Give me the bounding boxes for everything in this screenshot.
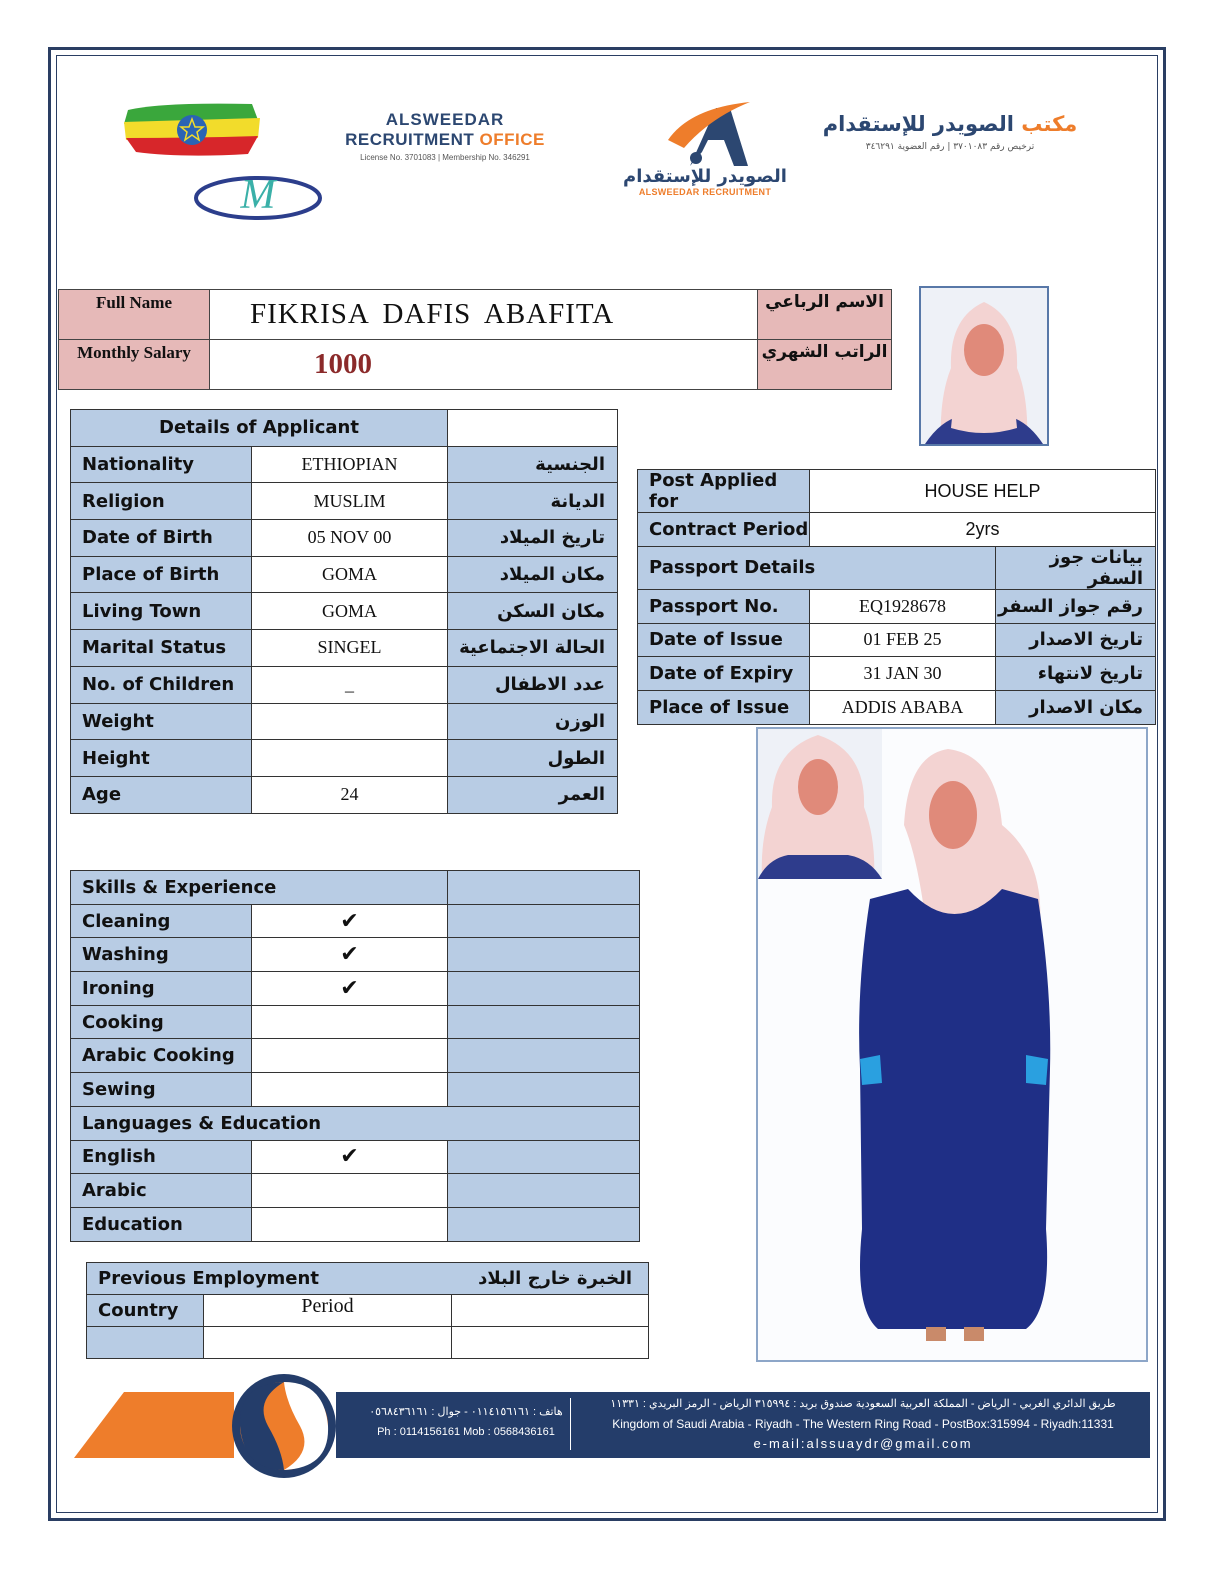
detail-label-ar: مكان الميلاد xyxy=(448,556,618,593)
check-mark: ✔ xyxy=(252,904,448,938)
skill-label: Cleaning xyxy=(71,904,252,938)
detail-label-ar: تاريخ الميلاد xyxy=(448,520,618,557)
check-mark xyxy=(252,1073,448,1107)
skill-row xyxy=(71,1005,640,1039)
country-label: Country xyxy=(87,1295,204,1327)
passport-label-ar: تاريخ لانتهاء xyxy=(996,657,1156,691)
previous-title: Previous Employment الخبرة خارج البلاد xyxy=(87,1263,649,1295)
detail-label-ar: الوزن xyxy=(448,703,618,740)
passport-row xyxy=(638,589,1156,623)
detail-value: SINGEL xyxy=(252,630,448,667)
salary-label: Monthly Salary xyxy=(59,340,210,390)
previous-employment-table xyxy=(86,1262,649,1359)
office-name-line2: RECRUITMENT OFFICE xyxy=(345,130,545,149)
language-row xyxy=(71,1174,640,1208)
details-row xyxy=(71,483,618,520)
skill-label: Arabic Cooking xyxy=(71,1039,252,1073)
footer-address: طريق الدائري الغربي - الرياض - المملكة العربية السعودية صندوق بريد : ٣١٥٩٩٤ الرياض - الرمز البريدي : ١١٣٣١ Kingdom of Saudi Arabia - Riyadh - The Western Ring Road - PostBox:315994 - Riyadh:11331 e-mail:alssuaydr@gmail.com xyxy=(580,1394,1146,1454)
detail-label: Marital Status xyxy=(71,630,252,667)
passport-label: Date of Issue xyxy=(638,623,810,657)
details-row xyxy=(71,776,618,813)
skill-row xyxy=(71,1039,640,1073)
skill-label: Arabic xyxy=(71,1174,252,1208)
detail-value xyxy=(252,740,448,777)
skills-title: Skills & Experience xyxy=(71,871,448,905)
post-label: Post Applied for xyxy=(638,470,810,513)
skills-table xyxy=(70,870,640,1242)
details-row xyxy=(71,630,618,667)
check-mark: ✔ xyxy=(252,938,448,972)
footer-divider xyxy=(570,1398,571,1450)
full-name-label-ar: الاسم الرباعي xyxy=(758,290,892,340)
office-name-block xyxy=(330,110,560,162)
detail-value: GOMA xyxy=(252,556,448,593)
a-logo-arabic: الصويدر للإستقدام xyxy=(623,166,787,187)
detail-label: Nationality xyxy=(71,446,252,483)
skill-label: Cooking xyxy=(71,1005,252,1039)
identity-table xyxy=(58,289,892,390)
language-row xyxy=(71,1207,640,1241)
check-mark: ✔ xyxy=(252,1140,448,1174)
details-title: Details of Applicant xyxy=(71,410,448,447)
check-mark xyxy=(252,1005,448,1039)
full-body-photo xyxy=(756,727,1148,1362)
passport-value: 01 FEB 25 xyxy=(810,623,996,657)
passport-row xyxy=(638,623,1156,657)
detail-value: MUSLIM xyxy=(252,483,448,520)
arabic-office-name xyxy=(820,112,1080,152)
alsweedar-a-logo xyxy=(615,100,795,218)
detail-label-ar: عدد الاطفال xyxy=(448,666,618,703)
passport-value: EQ1928678 xyxy=(810,589,996,623)
skill-label: Ironing xyxy=(71,972,252,1006)
languages-title: Languages & Education xyxy=(71,1106,640,1140)
detail-label-ar: العمر xyxy=(448,776,618,813)
passport-label-ar: رقم جواز السفر xyxy=(996,589,1156,623)
check-mark xyxy=(252,1174,448,1208)
detail-value: 24 xyxy=(252,776,448,813)
full-name-value: FIKRISA DAFIS ABAFITA xyxy=(210,290,758,340)
m-agency-logo xyxy=(192,170,324,222)
passport-label: Date of Expiry xyxy=(638,657,810,691)
detail-label-ar: الطول xyxy=(448,740,618,777)
skill-label: Washing xyxy=(71,938,252,972)
detail-label: No. of Children xyxy=(71,666,252,703)
salary-label-ar: الراتب الشهري xyxy=(758,340,892,390)
language-row xyxy=(71,1140,640,1174)
arabic-office-title: مكتب الصويدر للإستقدام xyxy=(822,112,1078,136)
detail-label-ar: الديانة xyxy=(448,483,618,520)
footer-email: e-mail:alssuaydr@gmail.com xyxy=(753,1436,973,1451)
details-row xyxy=(71,446,618,483)
footer xyxy=(74,1372,1150,1480)
passport-label-ar: مكان الاصدار xyxy=(996,691,1156,725)
details-row xyxy=(71,740,618,777)
detail-label-ar: الحالة الاجتماعية xyxy=(448,630,618,667)
ethiopia-flag-logo xyxy=(122,100,262,158)
passport-label: Passport No. xyxy=(638,589,810,623)
contract-value: 2yrs xyxy=(810,513,1156,547)
contract-label: Contract Period xyxy=(638,513,810,547)
check-mark xyxy=(252,1039,448,1073)
passport-row xyxy=(638,657,1156,691)
skill-row xyxy=(71,938,640,972)
detail-value: 05 NOV 00 xyxy=(252,520,448,557)
passport-label-ar: تاريخ الاصدار xyxy=(996,623,1156,657)
footer-logo-graphic xyxy=(74,1372,344,1480)
detail-value: ETHIOPIAN xyxy=(252,446,448,483)
details-row xyxy=(71,556,618,593)
passport-label: Place of Issue xyxy=(638,691,810,725)
detail-label-ar: مكان السكن xyxy=(448,593,618,630)
skill-label: English xyxy=(71,1140,252,1174)
period-label: Period xyxy=(204,1295,452,1327)
details-row xyxy=(71,520,618,557)
details-row xyxy=(71,666,618,703)
post-value: HOUSE HELP xyxy=(810,470,1156,513)
post-passport-table xyxy=(637,469,1156,725)
check-mark: ✔ xyxy=(252,972,448,1006)
detail-value: _ xyxy=(252,666,448,703)
detail-label: Place of Birth xyxy=(71,556,252,593)
detail-label: Height xyxy=(71,740,252,777)
office-name-line1: ALSWEEDAR xyxy=(385,110,505,129)
footer-phone: هاتف : ٠١١٤١٥٦١٦١ - جوال : ٠٥٦٨٤٣٦١٦١ Ph : 0114156161 Mob : 0568436161 xyxy=(369,1406,563,1438)
arabic-office-license: ترخيص رقم ٣٧٠١٠٨٣ | رقم العضوية ٣٤٦٢٩١ xyxy=(865,142,1035,152)
applicant-details-table xyxy=(70,409,618,814)
passport-value: ADDIS ABABA xyxy=(810,691,996,725)
salary-value: 1000 xyxy=(210,340,758,390)
details-row xyxy=(71,703,618,740)
m-logo-letter: M xyxy=(240,172,276,218)
passport-header: Passport Details xyxy=(638,546,996,589)
check-mark xyxy=(252,1207,448,1241)
passport-value: 31 JAN 30 xyxy=(810,657,996,691)
detail-value xyxy=(252,703,448,740)
skill-label: Education xyxy=(71,1207,252,1241)
passport-header-ar: بيانات جوز السفر xyxy=(996,546,1156,589)
skill-label: Sewing xyxy=(71,1073,252,1107)
details-row xyxy=(71,593,618,630)
skill-row xyxy=(71,904,640,938)
passport-row xyxy=(638,691,1156,725)
a-logo-icon xyxy=(650,100,760,170)
full-name-label: Full Name xyxy=(59,290,210,340)
detail-label: Living Town xyxy=(71,593,252,630)
detail-label: Weight xyxy=(71,703,252,740)
skill-row xyxy=(71,972,640,1006)
a-logo-english: ALSWEEDAR RECRUITMENT xyxy=(638,187,772,197)
detail-label: Age xyxy=(71,776,252,813)
detail-value: GOMA xyxy=(252,593,448,630)
detail-label: Religion xyxy=(71,483,252,520)
office-license: License No. 3701083 | Membership No. 346291 xyxy=(360,153,530,162)
detail-label: Date of Birth xyxy=(71,520,252,557)
skill-row xyxy=(71,1073,640,1107)
portrait-photo xyxy=(919,286,1049,446)
detail-label-ar: الجنسية xyxy=(448,446,618,483)
